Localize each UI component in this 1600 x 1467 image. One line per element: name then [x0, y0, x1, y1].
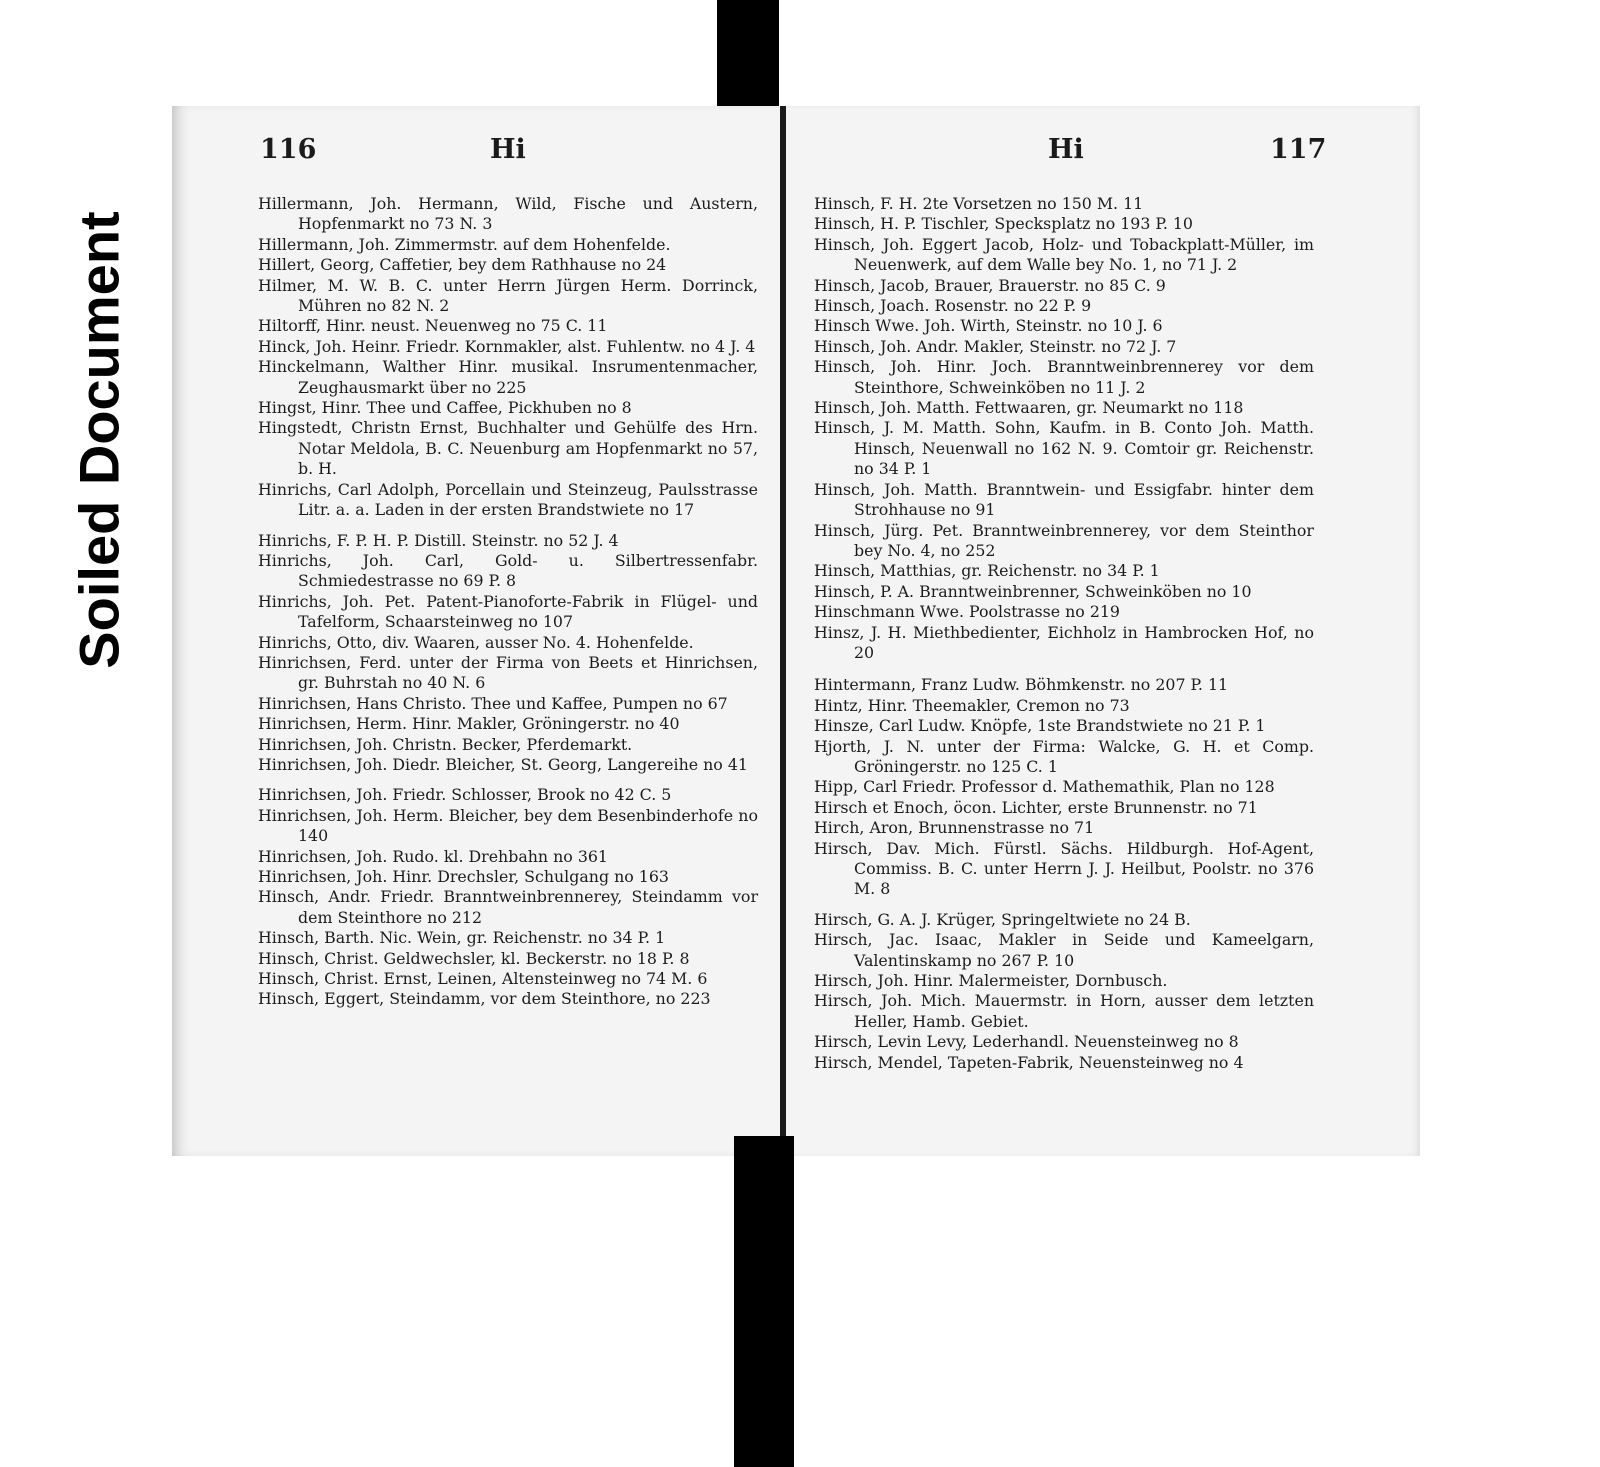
directory-entry: Hintermann, Franz Ludw. Böhmkenstr. no 207 P. 11	[814, 675, 1229, 695]
directory-entry: Hinsch, Joh. Matth. Fettwaaren, gr. Neumarkt no 118	[814, 398, 1244, 418]
directory-entry: Hinrichs, Carl Adolph, Porcellain und Steinzeug, Paulsstrasse Litr. a. a. Laden in der ersten Brandstwiete no 17	[258, 479, 758, 520]
directory-entry: Hinsch, Barth. Nic. Wein, gr. Reichenstr. no 34 P. 1	[258, 928, 666, 948]
left-page-header	[172, 134, 784, 174]
stamp-label: Soiled Document	[67, 211, 131, 669]
directory-entry: Hinrichsen, Joh. Hinr. Drechsler, Schulgang no 163	[258, 867, 669, 886]
directory-entry: Hinsch, Jacob, Brauer, Brauerstr. no 85 C. 9	[814, 275, 1166, 295]
directory-entry: Hinsch, P. A. Branntweinbrenner, Schweinköben no 10	[814, 581, 1252, 601]
directory-entry: Hinrichs, Joh. Carl, Gold- u. Silbertressenfabr. Schmiedestrasse no 69 P. 8	[258, 550, 758, 591]
directory-entry: Hinrichs, F. P. H. P. Distill. Steinstr. no 52 J. 4	[258, 530, 619, 550]
directory-entry: Hinsch Wwe. Joh. Wirth, Steinstr. no 10 J. 6	[814, 316, 1163, 336]
directory-entry: Hinckelmann, Walther Hinr. musikal. Insrumentenmacher, Zeughausmarkt über no 225	[258, 357, 758, 397]
directory-entry: Hinrichsen, Joh. Christn. Becker, Pferdemarkt.	[258, 734, 633, 754]
left-page	[172, 106, 784, 1156]
directory-entry: Hiltorff, Hinr. neust. Neuenweg no 75 C. 11	[258, 316, 608, 336]
directory-entry: Hilmer, M. W. B. C. unter Herrn Jürgen Herm. Dorrinck, Mühren no 82 N. 2	[258, 275, 758, 316]
directory-entry: Hingst, Hinr. Thee und Caffee, Pickhuben no 8	[258, 398, 632, 418]
directory-entry: Hirsch, Joh. Mich. Mauermstr. in Horn, ausser dem letzten Heller, Hamb. Gebiet.	[814, 991, 1314, 1031]
directory-entry: Hillermann, Joh. Hermann, Wild, Fische und Austern, Hopfenmarkt no 73 N. 3	[258, 194, 758, 234]
directory-entry: Hirsch et Enoch, öcon. Lichter, erste Brunnenstr. no 71	[814, 797, 1258, 817]
directory-entry: Hirsch, Dav. Mich. Fürstl. Sächs. Hildburgh. Hof-Agent, Commiss. B. C. unter Herrn J. J. Heilbut, Poolstr. no 376 M. 8	[814, 838, 1314, 899]
directory-entry: Hinsch, H. P. Tischler, Specksplatz no 193 P. 10	[814, 214, 1193, 234]
directory-entry: Hirch, Aron, Brunnenstrasse no 71	[814, 818, 1095, 838]
directory-entry: Hillert, Georg, Caffetier, bey dem Rathhause no 24	[258, 255, 667, 275]
directory-entry: Hinsch, Joach. Rosenstr. no 22 P. 9	[814, 296, 1092, 316]
directory-entry: Hirsch, G. A. J. Krüger, Springeltwiete no 24 B.	[814, 909, 1191, 929]
directory-entry: Hillermann, Joh. Zimmermstr. auf dem Hohenfelde.	[258, 234, 671, 254]
directory-entry: Hinrichs, Joh. Pet. Patent-Pianoforte-Fabrik in Flügel- und Tafelform, Schaarsteinweg no 107	[258, 591, 758, 632]
directory-entry: Hinsch, Joh. Matth. Branntwein- und Essigfabr. hinter dem Strohhause no 91	[814, 479, 1314, 520]
directory-entry: Hinsze, Carl Ludw. Knöpfe, 1ste Brandstwiete no 21 P. 1	[814, 716, 1266, 736]
right-page-number: 117	[1270, 134, 1327, 165]
left-entry-list	[258, 194, 758, 1010]
directory-entry: Hinrichs, Otto, div. Waaren, ausser No. 4. Hohenfelde.	[258, 632, 694, 652]
directory-entry: Hintz, Hinr. Theemakler, Cremon no 73	[814, 695, 1130, 715]
directory-entry: Hinsch, Matthias, gr. Reichenstr. no 34 P. 1	[814, 561, 1160, 581]
directory-entry: Hinrichsen, Ferd. unter der Firma von Beets et Hinrichsen, gr. Buhrstah no 40 N. 6	[258, 652, 758, 693]
directory-entry: Hinrichsen, Hans Christo. Thee und Kaffee, Pumpen no 67	[258, 693, 728, 713]
top-binding-strip	[717, 0, 779, 106]
directory-entry: Hinsz, J. H. Miethbedienter, Eichholz in Hambrocken Hof, no 20	[814, 622, 1314, 662]
directory-entry: Hirsch, Joh. Hinr. Malermeister, Dornbusch.	[814, 971, 1168, 991]
directory-entry: Hjorth, J. N. unter der Firma: Walcke, G. H. et Comp. Gröningerstr. no 125 C. 1	[814, 736, 1314, 776]
left-page-number: 116	[260, 134, 317, 165]
directory-entry: Hipp, Carl Friedr. Professor d. Mathemathik, Plan no 128	[814, 777, 1275, 797]
directory-entry: Hinsch, Eggert, Steindamm, vor dem Steinthore, no 223	[258, 989, 711, 1009]
right-page-header	[786, 134, 1420, 174]
right-page	[786, 106, 1420, 1156]
directory-entry: Hinsch, Joh. Hinr. Joch. Branntweinbrennerey vor dem Steinthore, Schweinköben no 11 J. 2	[814, 357, 1314, 397]
directory-entry: Hinsch, Andr. Friedr. Branntweinbrennerey, Steindamm vor dem Steinthore no 212	[258, 887, 758, 927]
directory-entry: Hinsch, Jürg. Pet. Branntweinbrennerey, vor dem Steinthor bey No. 4, no 252	[814, 520, 1314, 560]
directory-entry: Hinrichsen, Joh. Diedr. Bleicher, St. Georg, Langereihe no 41	[258, 754, 748, 774]
directory-entry: Hinsch, F. H. 2te Vorsetzen no 150 M. 11	[814, 194, 1144, 213]
directory-entry: Hinsch, Christ. Ernst, Leinen, Altensteinweg no 74 M. 6	[258, 969, 708, 989]
directory-entry: Hinsch, Joh. Eggert Jacob, Holz- und Tobackplatt-Müller, im Neuenwerk, auf dem Walle bey No. 1, no 71 J. 2	[814, 234, 1314, 275]
directory-entry: Hinrichsen, Joh. Friedr. Schlosser, Brook no 42 C. 5	[258, 785, 672, 805]
bottom-binding-strip	[734, 1136, 794, 1467]
directory-entry: Hirsch, Mendel, Tapeten-Fabrik, Neuensteinweg no 4	[814, 1052, 1244, 1072]
directory-entry: Hinck, Joh. Heinr. Friedr. Kornmakler, alst. Fuhlentw. no 4 J. 4	[258, 336, 756, 356]
directory-entry: Hirsch, Levin Levy, Lederhandl. Neuensteinweg no 8	[814, 1032, 1239, 1052]
directory-entry: Hinrichsen, Joh. Rudo. kl. Drehbahn no 361	[258, 846, 608, 866]
directory-entry: Hinsch, Joh. Andr. Makler, Steinstr. no 72 J. 7	[814, 336, 1177, 356]
directory-entry: Hinrichsen, Herm. Hinr. Makler, Gröningerstr. no 40	[258, 714, 680, 734]
directory-entry: Hinsch, Christ. Geldwechsler, kl. Beckerstr. no 18 P. 8	[258, 948, 690, 968]
directory-entry: Hingstedt, Christn Ernst, Buchhalter und Gehülfe des Hrn. Notar Meldola, B. C. Neuenburg am Hopfenmarkt no 57, b. H.	[258, 418, 758, 479]
directory-entry: Hinschmann Wwe. Poolstrasse no 219	[814, 602, 1120, 622]
directory-entry: Hirsch, Jac. Isaac, Makler in Seide und Kameelgarn, Valentinskamp no 267 P. 10	[814, 930, 1314, 970]
directory-entry: Hinrichsen, Joh. Herm. Bleicher, bey dem Besenbinderhofe no 140	[258, 805, 758, 846]
soiled-document-stamp	[58, 170, 140, 710]
directory-entry: Hinsch, J. M. Matth. Sohn, Kaufm. in B. Conto Joh. Matth. Hinsch, Neuenwall no 162 N. 9. Comtoir gr. Reichenstr. no 34 P. 1	[814, 418, 1314, 479]
right-entry-list	[814, 194, 1314, 1073]
right-running-head: Hi	[1048, 134, 1084, 165]
left-running-head: Hi	[490, 134, 526, 165]
